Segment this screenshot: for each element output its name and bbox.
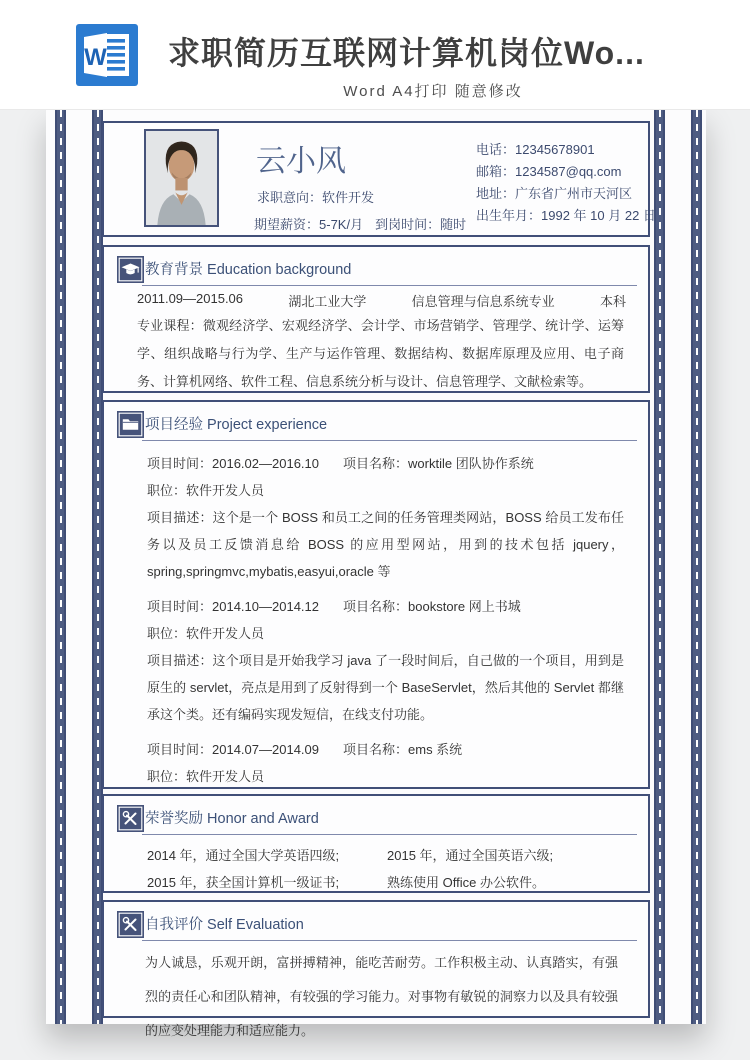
- contact-email: 邮箱：1234587@qq.com: [476, 164, 622, 179]
- salary-value: 5-7K/月: [319, 217, 364, 232]
- salary-availability-line: [254, 214, 466, 233]
- project-description: 项目描述：这个是一个 BOSS 和员工之间的任务管理类网站，BOSS 给员工发布任务以及员工反馈消息给 BOSS 的应用型网站，用到的技术包括 jquery，spring,springmvc,mybatis,easyui,oracle 等: [147, 510, 624, 579]
- project-role: 职位：软件开发人员: [147, 626, 265, 641]
- education-school: 湖北工业大学: [288, 294, 367, 309]
- right-outer-stripe: [691, 110, 702, 1024]
- education-major: 信息管理与信息系统专业: [411, 294, 555, 309]
- svg-text:W: W: [84, 44, 107, 71]
- resume-page: [46, 110, 706, 1038]
- honor-item: 2014 年，通过全国大学英语四级;: [147, 848, 340, 863]
- section-divider: [142, 834, 637, 835]
- section-divider: [142, 285, 637, 286]
- honor-item: 2015 年，通过全国英语六级;: [387, 848, 554, 863]
- profile-header-card: [102, 121, 656, 237]
- self-evaluation-section: [102, 900, 650, 1038]
- project-time: 项目时间：2014.10—2014.12: [147, 599, 319, 614]
- template-subtitle: Word A4打印 随意修改: [343, 83, 523, 100]
- education-section: [102, 245, 650, 393]
- template-banner: [0, 0, 750, 110]
- section-divider: [142, 440, 637, 441]
- graduation-cap-icon: [117, 256, 144, 283]
- project-time: 项目时间：2014.07—2014.09: [147, 742, 319, 757]
- job-intention-value: 软件开发: [322, 190, 375, 205]
- education-section-title: 教育背景 Education background: [145, 262, 352, 278]
- crossed-tools-icon: [117, 805, 144, 832]
- availability-value: 随时: [440, 217, 467, 232]
- template-title: 求职简历互联网计算机岗位Wo...: [168, 35, 645, 71]
- honor-body: [104, 836, 648, 896]
- project-time: 项目时间：2016.02—2016.10: [147, 456, 319, 471]
- availability-label: 到岗时间：: [375, 217, 441, 232]
- education-body: [104, 287, 648, 396]
- job-intention-label: 求职意向：: [257, 190, 323, 205]
- profile-photo: [144, 129, 219, 227]
- honor-section: [102, 794, 650, 893]
- job-intention-line: [257, 187, 374, 206]
- folder-icon: [117, 411, 144, 438]
- education-courses: 专业课程：微观经济学、宏观经济学、会计学、市场营销学、管理学、统计学、运筹学、组织战略与行为学、生产与运作管理、数据结构、数据库原理及应用、电子商务、计算机网络、软件工程、信息系统分析与设计、信息管理学、文献检索等。: [137, 318, 624, 389]
- project-body: [104, 442, 648, 844]
- self-evaluation-title: 自我评价 Self Evaluation: [145, 917, 304, 933]
- project-role: 职位：软件开发人员: [147, 483, 265, 498]
- honor-item: 2015 年，获全国计算机一级证书;: [147, 875, 340, 890]
- salary-label: 期望薪资：: [254, 217, 320, 232]
- project-section: [102, 400, 650, 789]
- project-section-title: 项目经验 Project experience: [145, 417, 328, 433]
- honor-item: 熟练使用 Office 办公软件。: [387, 875, 545, 890]
- project-item: [104, 593, 648, 728]
- self-evaluation-body: [104, 942, 648, 1048]
- education-period: 2011.09—2015.06: [137, 291, 244, 306]
- left-outer-stripe: [55, 110, 66, 1024]
- contact-list: [476, 139, 656, 227]
- education-degree: 本科: [599, 294, 626, 309]
- project-description: 项目描述：这个项目是开始我学习 java 了一段时间后，自己做的一个项目，用到是原生的 servlet，亮点是用到了反射得到一个 BaseServlet，然后其他的 Servlet 都继承这个类。还有编码实现发短信，在线支付功能。: [147, 653, 624, 722]
- honor-section-title: 荣誉奖励 Honor and Award: [145, 811, 319, 827]
- contact-address: 地址：广东省广州市天河区: [476, 186, 633, 201]
- project-name: 项目名称：worktile 团队协作系统: [343, 456, 534, 471]
- honor-grid: [104, 842, 648, 896]
- contact-birthday: 出生年月：1992 年 10 月 22 日: [476, 208, 656, 223]
- project-meta-row: [104, 736, 648, 763]
- word-logo-icon: [76, 24, 138, 86]
- contact-phone: 电话：12345678901: [476, 142, 595, 157]
- crossed-tools-icon: [117, 911, 144, 938]
- section-divider: [142, 940, 637, 941]
- candidate-name: 云小风: [256, 145, 346, 178]
- project-name: 项目名称：ems 系统: [343, 742, 463, 757]
- self-evaluation-text: 为人诚恳，乐观开朗，富拼搏精神，能吃苦耐劳。工作积极主动、认真踏实，有强烈的责任心和团队精神，有较强的学习能力。对事物有敏锐的洞察力以及具有较强的应变处理能力和适应能力。: [145, 955, 618, 1038]
- education-row: [104, 287, 648, 310]
- project-role: 职位：软件开发人员: [147, 769, 265, 784]
- project-meta-row: [104, 450, 648, 477]
- right-inner-stripe: [654, 110, 665, 1024]
- project-meta-row: [104, 593, 648, 620]
- project-item: [104, 450, 648, 585]
- project-name: 项目名称：bookstore 网上书城: [343, 599, 521, 614]
